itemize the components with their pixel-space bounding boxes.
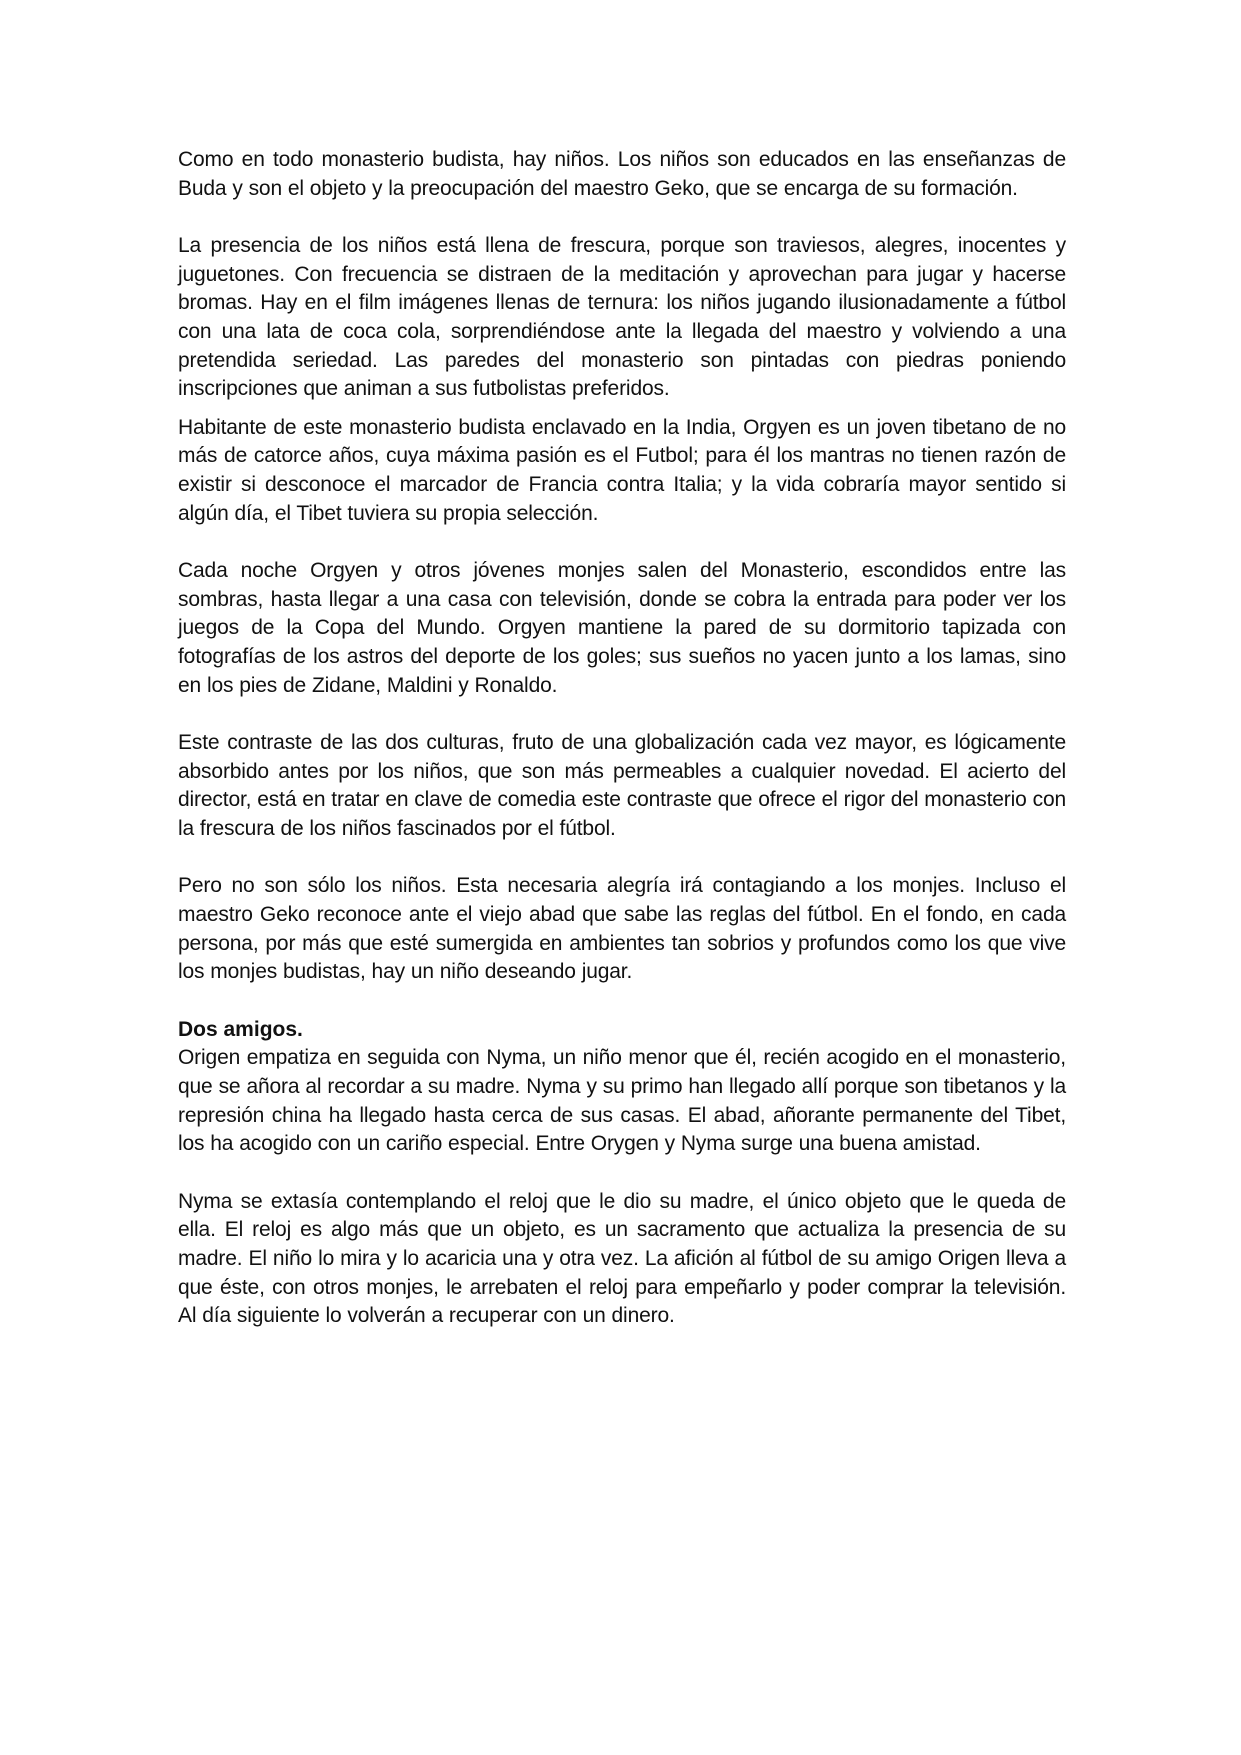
paragraph-cada-noche: Cada noche Orgyen y otros jóvenes monjes salen del Monasterio, escondidos entre las sombras, hasta llegar a una casa con televisión, donde se cobra la entrada para poder ver los juegos de la Copa del Mundo. Orgyen mantiene la pared de su dormitorio tapizada con fotografías de los astros del deporte de los goles; sus sueños no yacen junto a los lamas, sino en los pies de Zidane, Maldini y Ronaldo.	[178, 559, 1066, 697]
paragraph-reloj: Nyma se extasía contemplando el reloj que le dio su madre, el único objeto que le queda de ella. El reloj es algo más que un objeto, es un sacramento que actualiza la presencia de su madre. El niño lo mira y lo acaricia una y otra vez. La afición al fútbol de su amigo Origen lleva a que éste, con otros monjes, le arrebaten el reloj para empeñarlo y poder comprar la televisión. Al día siguiente lo volverán a recuperar con un dinero.	[178, 1189, 1066, 1328]
paragraph-contraste-culturas: Este contraste de las dos culturas, fruto de una globalización cada vez mayor, es lógicamente absorbido antes por los niños, que son más permeables a cualquier novedad. El acierto del director, está en tratar en clave de comedia este contraste que ofrece el rigor del monasterio con la frescura de los niños fascinados por el fútbol.	[178, 731, 1066, 840]
paragraph-presencia-ninos: La presencia de los niños está llena de frescura, porque son traviesos, alegres, inocentes y juguetones. Con frecuencia se distraen de la meditación y aprovechan para jugar y hacerse bromas. Hay en el film imágenes llenas de ternura: los niños jugando ilusionadamente a fútbol con una lata de coca cola, sorprendiéndose ante la llegada del maestro y volviendo a una pretendida seriedad. Las paredes del monasterio son pintadas con piedras poniendo inscripciones que animan a sus futbolistas preferidos.	[178, 234, 1066, 401]
document-page	[178, 146, 1066, 1331]
paragraph-habitante-orgyen: Habitante de este monasterio budista enclavado en la India, Orgyen es un joven tibetano de no más de catorce años, cuya máxima pasión es el Futbol; para él los mantras no tienen razón de existir si desconoce el marcador de Francia contra Italia; y la vida cobraría mayor sentido si algún día, el Tibet tuviera su propia selección.	[178, 415, 1066, 525]
paragraph-monasterio-ninos: Como en todo monasterio budista, hay niños. Los niños son educados en las enseñanzas de Buda y son el objeto y la preocupación del maestro Geko, que se encarga de su formación.	[178, 148, 1066, 200]
paragraph-no-solo-ninos: Pero no son sólo los niños. Esta necesaria alegría irá contagiando a los monjes. Incluso el maestro Geko reconoce ante el viejo abad que sabe las reglas del fútbol. En el fondo, en cada persona, por más que esté sumergida en ambientes tan sobrios y profundos como los que vive los monjes budistas, hay un niño deseando jugar.	[178, 874, 1066, 984]
section-heading: Dos amigos.	[178, 1017, 303, 1041]
paragraph-origen-nyma: Origen empatiza en seguida con Nyma, un niño menor que él, recién acogido en el monasterio, que se añora al recordar a su madre. Nyma y su primo han llegado allí porque son tibetanos y la represión china ha llegado hasta cerca de sus casas. El abad, añorante permanente del Tibet, los ha acogido con un cariño especial. Entre Orygen y Nyma surge una buena amistad.	[178, 1046, 1066, 1156]
section-dos-amigos	[178, 1016, 1066, 1331]
